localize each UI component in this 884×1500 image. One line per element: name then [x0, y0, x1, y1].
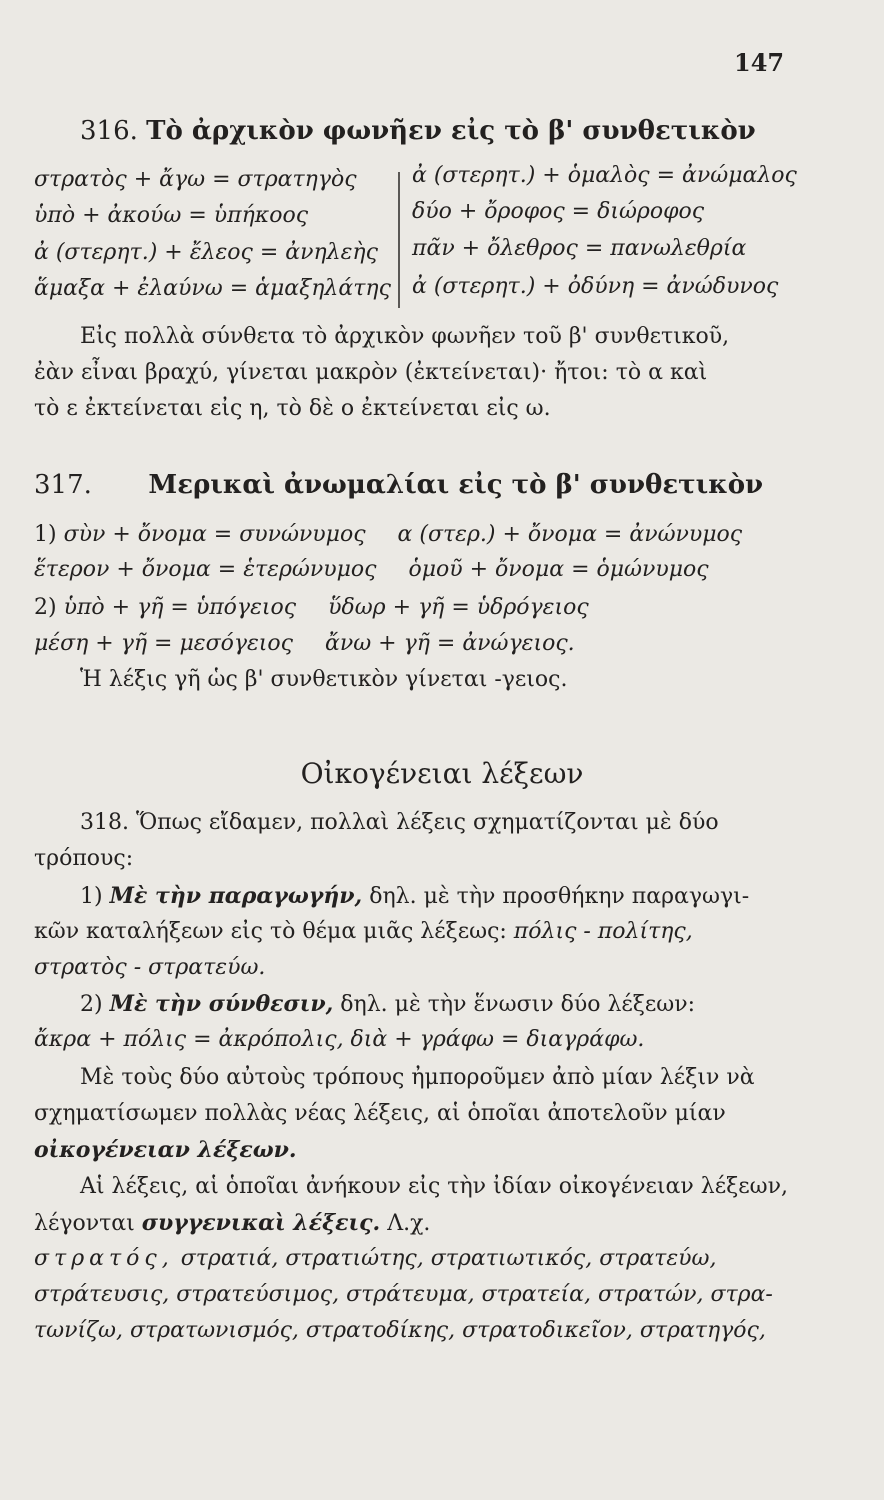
- anomaly-3a: ὑπὸ + γῆ = ὑπόγειος: [63, 595, 297, 620]
- paragraph-2-line-1: Αἱ λέξεις, αἱ ὁποῖαι ἀνήκουν εἰς τὴν ἰδίαν οἰκογένειαν λέξεων,: [80, 1174, 788, 1199]
- anomaly-note: Ἡ λέξις γῆ ὡς β' συνθετικὸν γίνεται -γειος.: [80, 667, 568, 692]
- anomaly-line-2: [34, 557, 709, 582]
- section-317-title: Μερικαὶ ἀνωμαλίαι εἰς τὸ β' συνθετικὸν: [148, 470, 764, 500]
- example-left-4: ἅμαξα + ἐλαύνω = ἁμαξηλάτης: [34, 276, 391, 301]
- section-316-number: 316.: [80, 116, 138, 146]
- way-1-example-1: πόλις - πολίτης,: [513, 919, 693, 944]
- way-1-example-2: στρατὸς - στρατεύω.: [34, 955, 266, 980]
- column-divider: [398, 172, 400, 308]
- way-1-text-2: κῶν καταλήξεων εἰς τὸ θέμα μιᾶς λέξεως:: [34, 919, 507, 944]
- examples-line-3: τωνίζω, στρατωνισμός, στρατοδίκης, στρατοδικεῖον, στρατηγός,: [34, 1318, 766, 1343]
- anomaly-line-1: [34, 522, 742, 547]
- anomaly-2b: ὁμοῦ + ὄνομα = ὁμώνυμος: [408, 557, 709, 582]
- anomaly-line-3: [34, 595, 589, 620]
- way-2-number: 2): [80, 992, 103, 1017]
- way-2-line-1: [80, 993, 695, 1016]
- examples-line-1: [34, 1248, 716, 1270]
- anomaly-4b: ἄνω + γῆ = ἀνώγειος.: [324, 631, 575, 656]
- way-1-line-1: [80, 885, 749, 908]
- way-2-text: δηλ. μὲ τὴν ἕνωσιν δύο λέξεων:: [340, 992, 696, 1017]
- page-number: 147: [734, 48, 785, 77]
- paragraph-1-line-2: σχηματίσωμεν πολλὰς νέας λέξεις, αἱ ὁποῖαι ἀποτελοῦν μίαν: [34, 1101, 726, 1126]
- example-right-4: ἀ (στερητ.) + ὀδύνη = ἀνώδυνος: [412, 274, 779, 299]
- intro-line-2: τρόπους:: [34, 846, 134, 871]
- examples-line-2: στράτευσις, στρατεύσιμος, στράτευμα, στρατεία, στρατών, στρα-: [34, 1282, 773, 1307]
- way-2-term: Μὲ τὴν σύνθεσιν,: [109, 991, 334, 1017]
- rule-line-1: Εἰς πολλὰ σύνθετα τὸ ἀρχικὸν φωνῆεν τοῦ β' συνθετικοῦ,: [80, 324, 730, 349]
- anomaly-4a: μέση + γῆ = μεσόγειος: [34, 631, 293, 656]
- section-316-title: Τὸ ἀρχικὸν φωνῆεν εἰς τὸ β' συνθετικὸν: [146, 116, 756, 146]
- paragraph-1-line-1: Μὲ τοὺς δύο αὐτοὺς τρόπους ἠμποροῦμεν ἀπὸ μίαν λέξιν νὰ: [80, 1065, 755, 1090]
- paragraph-2-abbrev: Λ.χ.: [387, 1211, 431, 1236]
- anomaly-1b: α (στερ.) + ὄνομα = ἀνώνυμος: [397, 522, 743, 547]
- list-number-1: 1): [34, 522, 57, 547]
- example-left-3: ἀ (στερητ.) + ἔλεος = ἀνηλεὴς: [34, 240, 378, 265]
- anomaly-2a: ἕτερον + ὄνομα = ἑτερώνυμος: [34, 557, 377, 582]
- anomaly-line-4: [34, 631, 575, 656]
- list-number-2: 2): [34, 595, 57, 620]
- paragraph-2-line-2: [34, 1212, 430, 1235]
- anomaly-1a: σὺν + ὄνομα = συνώνυμος: [63, 522, 366, 547]
- paragraph-2-term: συγγενικαὶ λέξεις.: [141, 1210, 381, 1236]
- rule-line-2: ἐὰν εἶναι βραχύ, γίνεται μακρὸν (ἐκτείνεται)· ἤτοι: τὸ α καὶ: [34, 360, 708, 385]
- intro-line-1: 318. Ὅπως εἴδαμεν, πολλαὶ λέξεις σχηματίζονται μὲ δύο: [80, 810, 719, 835]
- section-317-number: 317.: [34, 470, 92, 500]
- example-right-2: δύο + ὄροφος = διώροφος: [412, 199, 705, 224]
- paragraph-2-text: λέγονται: [34, 1211, 135, 1236]
- paragraph-1-term: οἰκογένειαν λέξεων.: [34, 1137, 297, 1163]
- example-right-3: πᾶν + ὄλεθρος = πανωλεθρία: [412, 236, 747, 261]
- way-1-term: Μὲ τὴν παραγωγήν,: [109, 883, 363, 909]
- way-1-number: 1): [80, 884, 103, 909]
- section-316-heading: [80, 116, 756, 146]
- way-1-text: δηλ. μὲ τὴν προσθήκην παραγωγι-: [369, 884, 750, 909]
- example-left-2: ὑπὸ + ἀκούω = ὑπήκοος: [34, 203, 309, 228]
- way-1-line-2: [34, 921, 693, 943]
- section-317-heading: [34, 470, 763, 500]
- way-2-examples: ἄκρα + πόλις = ἀκρόπολις, διὰ + γράφω = διαγράφω.: [34, 1027, 645, 1052]
- examples-line-1-rest: στρατιά, στρατιώτης, στρατιωτικός, στρατεύω,: [180, 1246, 717, 1271]
- rule-line-3: τὸ ε ἐκτείνεται εἰς η, τὸ δὲ ο ἐκτείνεται εἰς ω.: [34, 396, 551, 421]
- example-right-1: ἀ (στερητ.) + ὁμαλὸς = ἀνώμαλος: [412, 163, 797, 188]
- examples-first-word: στρατός,: [34, 1246, 174, 1271]
- anomaly-3b: ὕδωρ + γῆ = ὑδρόγειος: [328, 595, 589, 620]
- example-left-1: στρατὸς + ἄγω = στρατηγὸς: [34, 167, 357, 192]
- section-318-title: Οἰκογένειαι λέξεων: [300, 757, 584, 790]
